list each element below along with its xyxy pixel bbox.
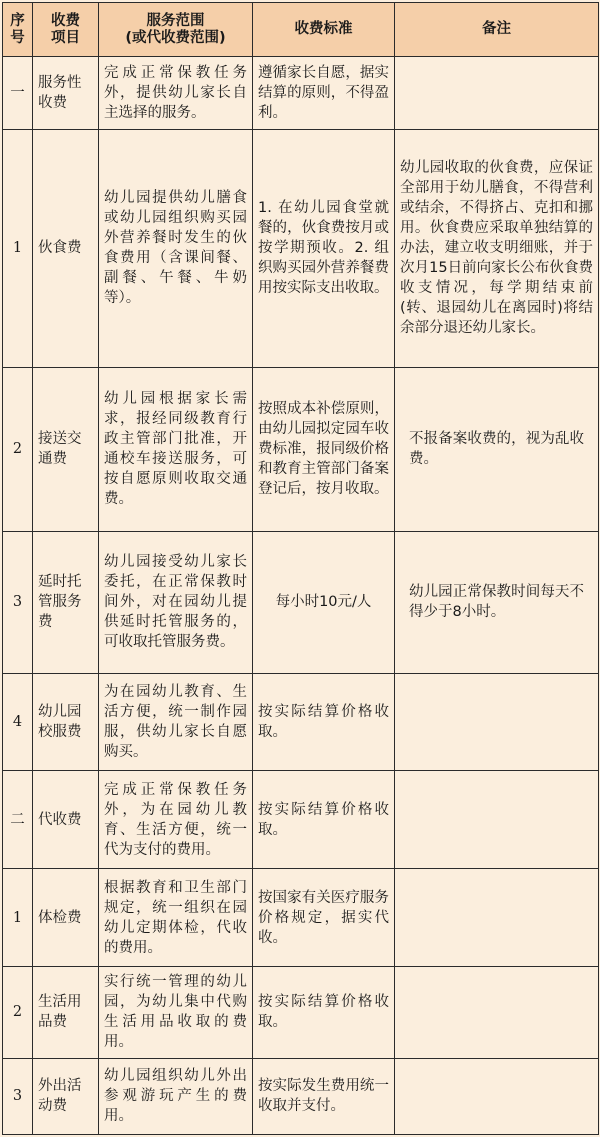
fee-table: [2, 2, 599, 1135]
row-number: 3: [3, 531, 33, 673]
row-standard: 按实际结算价格收取。: [253, 771, 395, 869]
row-scope: 为在园幼儿教育、生活方便，统一制作园服，供幼儿家长自愿购买。: [99, 674, 253, 771]
table-row: [3, 869, 599, 966]
header-scope: 服务范围 (或代收费范围): [99, 3, 253, 57]
row-scope: 幼儿园根据家长需求，报经同级教育行政主管部门批准，开通校车接送服务，可按自愿原则收取交通费。: [99, 367, 253, 531]
row-note: [395, 771, 599, 869]
table-row: [3, 771, 599, 869]
table-row: [3, 57, 599, 130]
row-item: 外出活动费: [33, 1058, 99, 1134]
row-standard: 每小时10元/人: [253, 531, 395, 673]
header-number: 序 号: [3, 3, 33, 57]
header-item: 收费 项目: [33, 3, 99, 57]
row-number: 1: [3, 869, 33, 966]
row-item: 服务性收费: [33, 57, 99, 130]
row-standard: 按国家有关医疗服务价格规定，据实代收。: [253, 869, 395, 966]
row-number: 1: [3, 130, 33, 367]
row-note: [395, 869, 599, 966]
row-number: 3: [3, 1058, 33, 1134]
row-standard: 1. 在幼儿园食堂就餐的，伙食费按月或按学期预收。2. 组织购买园外营养餐费用按实际支出收取。: [253, 130, 395, 367]
table-row: [3, 674, 599, 771]
row-note: 幼儿园正常保教时间每天不得少于8小时。: [395, 531, 599, 673]
table-row: [3, 367, 599, 531]
row-note: [395, 674, 599, 771]
row-scope: 根据教育和卫生部门规定，统一组织在园幼儿定期体检，代收的费用。: [99, 869, 253, 966]
table-row: [3, 531, 599, 673]
row-scope: 完成正常保教任务外，为在园幼儿教育、生活方便，统一代为支付的费用。: [99, 771, 253, 869]
row-standard: 按照成本补偿原则，由幼儿园拟定园车收费标准，报同级价格和教育主管部门备案登记后，按月收取。: [253, 367, 395, 531]
row-note: [395, 1058, 599, 1134]
row-item: 接送交通费: [33, 367, 99, 531]
row-scope: 幼儿园接受幼儿家长委托，在正常保教时间外，对在园幼儿提供延时托管服务的，可收取托管服务费。: [99, 531, 253, 673]
table-row: [3, 966, 599, 1058]
row-scope: 幼儿园组织幼儿外出参观游玩产生的费用。: [99, 1058, 253, 1134]
row-item: 体检费: [33, 869, 99, 966]
row-item: 幼儿园校服费: [33, 674, 99, 771]
row-item: 伙食费: [33, 130, 99, 367]
row-standard: 按实际结算价格收取。: [253, 674, 395, 771]
row-number: 2: [3, 367, 33, 531]
row-number: 4: [3, 674, 33, 771]
row-note: 不报备案收费的，视为乱收费。: [395, 367, 599, 531]
row-item: 生活用品费: [33, 966, 99, 1058]
row-number: 2: [3, 966, 33, 1058]
row-note: [395, 966, 599, 1058]
row-item: 延时托管服务费: [33, 531, 99, 673]
row-item: 代收费: [33, 771, 99, 869]
row-scope: 幼儿园提供幼儿膳食或幼儿园组织购买园外营养餐时发生的伙食费用（含课间餐、副餐、午餐、牛奶等）。: [99, 130, 253, 367]
row-number: 二: [3, 771, 33, 869]
header-note: 备注: [395, 3, 599, 57]
row-note: [395, 57, 599, 130]
row-scope: 实行统一管理的幼儿园，为幼儿集中代购生活用品收取的费用。: [99, 966, 253, 1058]
table-row: [3, 1058, 599, 1134]
row-note: 幼儿园收取的伙食费，应保证全部用于幼儿膳食，不得营利或结余，不得挤占、克扣和挪用。伙食费应采取单独结算的办法，建立收支明细账，并于次月15日前向家长公布伙食费收支情况，每学期结束前(转、退园幼儿在离园时)将结余部分退还幼儿家长。: [395, 130, 599, 367]
row-standard: 按实际发生费用统一收取并支付。: [253, 1058, 395, 1134]
row-standard: 按实际结算价格收取。: [253, 966, 395, 1058]
table-row: [3, 130, 599, 367]
row-standard: 遵循家长自愿，据实结算的原则，不得盈利。: [253, 57, 395, 130]
header-standard: 收费标准: [253, 3, 395, 57]
row-scope: 完成正常保教任务外，提供幼儿家长自主选择的服务。: [99, 57, 253, 130]
row-number: 一: [3, 57, 33, 130]
header-row: [3, 3, 599, 57]
